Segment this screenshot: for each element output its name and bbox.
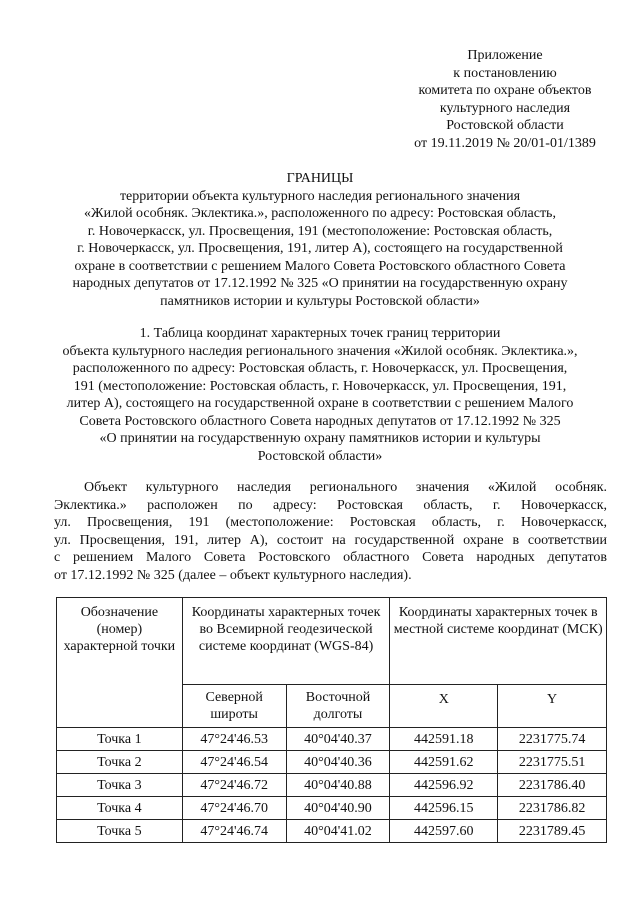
title-block [40,170,600,310]
paragraph-line: Объект культурного наследия регионального значения «Жилой особняк. [84,480,607,495]
point-latitude: 47°24'46.72 [182,774,286,797]
point-name: Точка 1 [57,728,183,751]
table-row [57,728,607,751]
paragraph-line: Эклектика.» расположен по адресу: Ростовская область, г. Новочеркасск, [54,497,607,513]
section-line: расположенного по адресу: Ростовская область, г. Новочеркасск, ул. Просвещения, [72,361,568,376]
section-line: «О принятии на государственную охрану памятников истории и культуры [99,431,541,446]
table-row [57,774,607,797]
section-heading [40,325,600,465]
point-latitude: 47°24'46.53 [182,728,286,751]
appendix-line: Приложение [467,48,543,63]
point-name: Точка 4 [57,797,183,820]
point-x: 442591.18 [390,728,498,751]
point-longitude: 40°04'40.37 [286,728,390,751]
header-wgs84: Координаты характерных точек во Всемирной геодезической системе координат (WGS-84) [182,598,390,685]
point-longitude: 40°04'41.02 [286,820,390,843]
point-longitude: 40°04'40.88 [286,774,390,797]
point-x: 442597.60 [390,820,498,843]
appendix-line: к постановлению [453,65,557,81]
title-line: г. Новочеркасск, ул. Просвещения, 191, литер А), состоящего на государственной [77,241,563,256]
appendix-line: от 19.11.2019 № 20/01-01/1389 [414,135,596,151]
section-line: Совета Ростовского областного Совета народных депутатов от 17.12.1992 № 325 [79,413,561,429]
point-y: 2231786.40 [498,774,607,797]
section-line: литер А), состоящего на государственной охране в соответствии с решением Малого [66,396,574,411]
point-latitude: 47°24'46.70 [182,797,286,820]
point-x: 442596.92 [390,774,498,797]
title-line: народных депутатов от 17.12.1992 № 325 «О принятии на государственную охрану [72,276,568,291]
appendix-line: культурного наследия [439,100,571,116]
appendix-line: комитета по охране объектов [418,83,592,98]
header-east-longitude: Восточной долготы [286,685,390,728]
title-line: г. Новочеркасск, ул. Просвещения, 191 (местоположение: Ростовская область, [87,223,553,239]
point-latitude: 47°24'46.74 [182,820,286,843]
header-north-latitude: Северной широты [182,685,286,728]
appendix-block [380,47,630,152]
point-y: 2231775.74 [498,728,607,751]
title-line: охране в соответствии с решением Малого Совета Ростовского областного Совета [74,258,566,274]
point-latitude: 47°24'46.54 [182,751,286,774]
paragraph-line: ул. Просвещения, 191 (местоположение: Ростовская область, г. Новочеркасск, [54,515,607,530]
section-line: Ростовской области» [257,448,383,464]
point-longitude: 40°04'40.36 [286,751,390,774]
point-y: 2231786.82 [498,797,607,820]
point-x: 442591.62 [390,751,498,774]
point-x: 442596.15 [390,797,498,820]
paragraph-line: ул. Просвещения, 191, литер А), состоит на государственной охране в соответствии [54,532,607,548]
header-y: Y [498,685,607,728]
header-msk: Координаты характерных точек в местной системе координат (МСК) [390,598,607,685]
section-line: 1. Таблица координат характерных точек границ территории [139,326,501,341]
table-row [57,820,607,843]
body-paragraph [54,479,607,584]
point-name: Точка 3 [57,774,183,797]
point-y: 2231775.51 [498,751,607,774]
title-line: «Жилой особняк. Эклектика.», расположенного по адресу: Ростовская область, [84,206,556,221]
title-heading: ГРАНИЦЫ [286,171,354,186]
coordinates-table [56,597,607,843]
point-longitude: 40°04'40.90 [286,797,390,820]
title-line: памятников истории и культуры Ростовской области» [160,293,480,309]
header-x: X [390,685,498,728]
paragraph-line: с решением Малого Совета Ростовского областного Совета народных депутатов [54,550,607,565]
header-designation: Обозначение (номер) характерной точки [57,598,183,728]
paragraph-line: от 17.12.1992 № 325 (далее – объект культурного наследия). [54,567,412,583]
point-name: Точка 2 [57,751,183,774]
section-line: объекта культурного наследия регионального значения «Жилой особняк. Эклектика.», [62,343,578,359]
table-row [57,797,607,820]
section-line: 191 (местоположение: Ростовская область, г. Новочеркасск, ул. Просвещения, 191, [73,378,567,394]
point-y: 2231789.45 [498,820,607,843]
appendix-line: Ростовской области [446,118,564,133]
title-line: территории объекта культурного наследия регионального значения [119,188,521,204]
table-row [57,751,607,774]
point-name: Точка 5 [57,820,183,843]
